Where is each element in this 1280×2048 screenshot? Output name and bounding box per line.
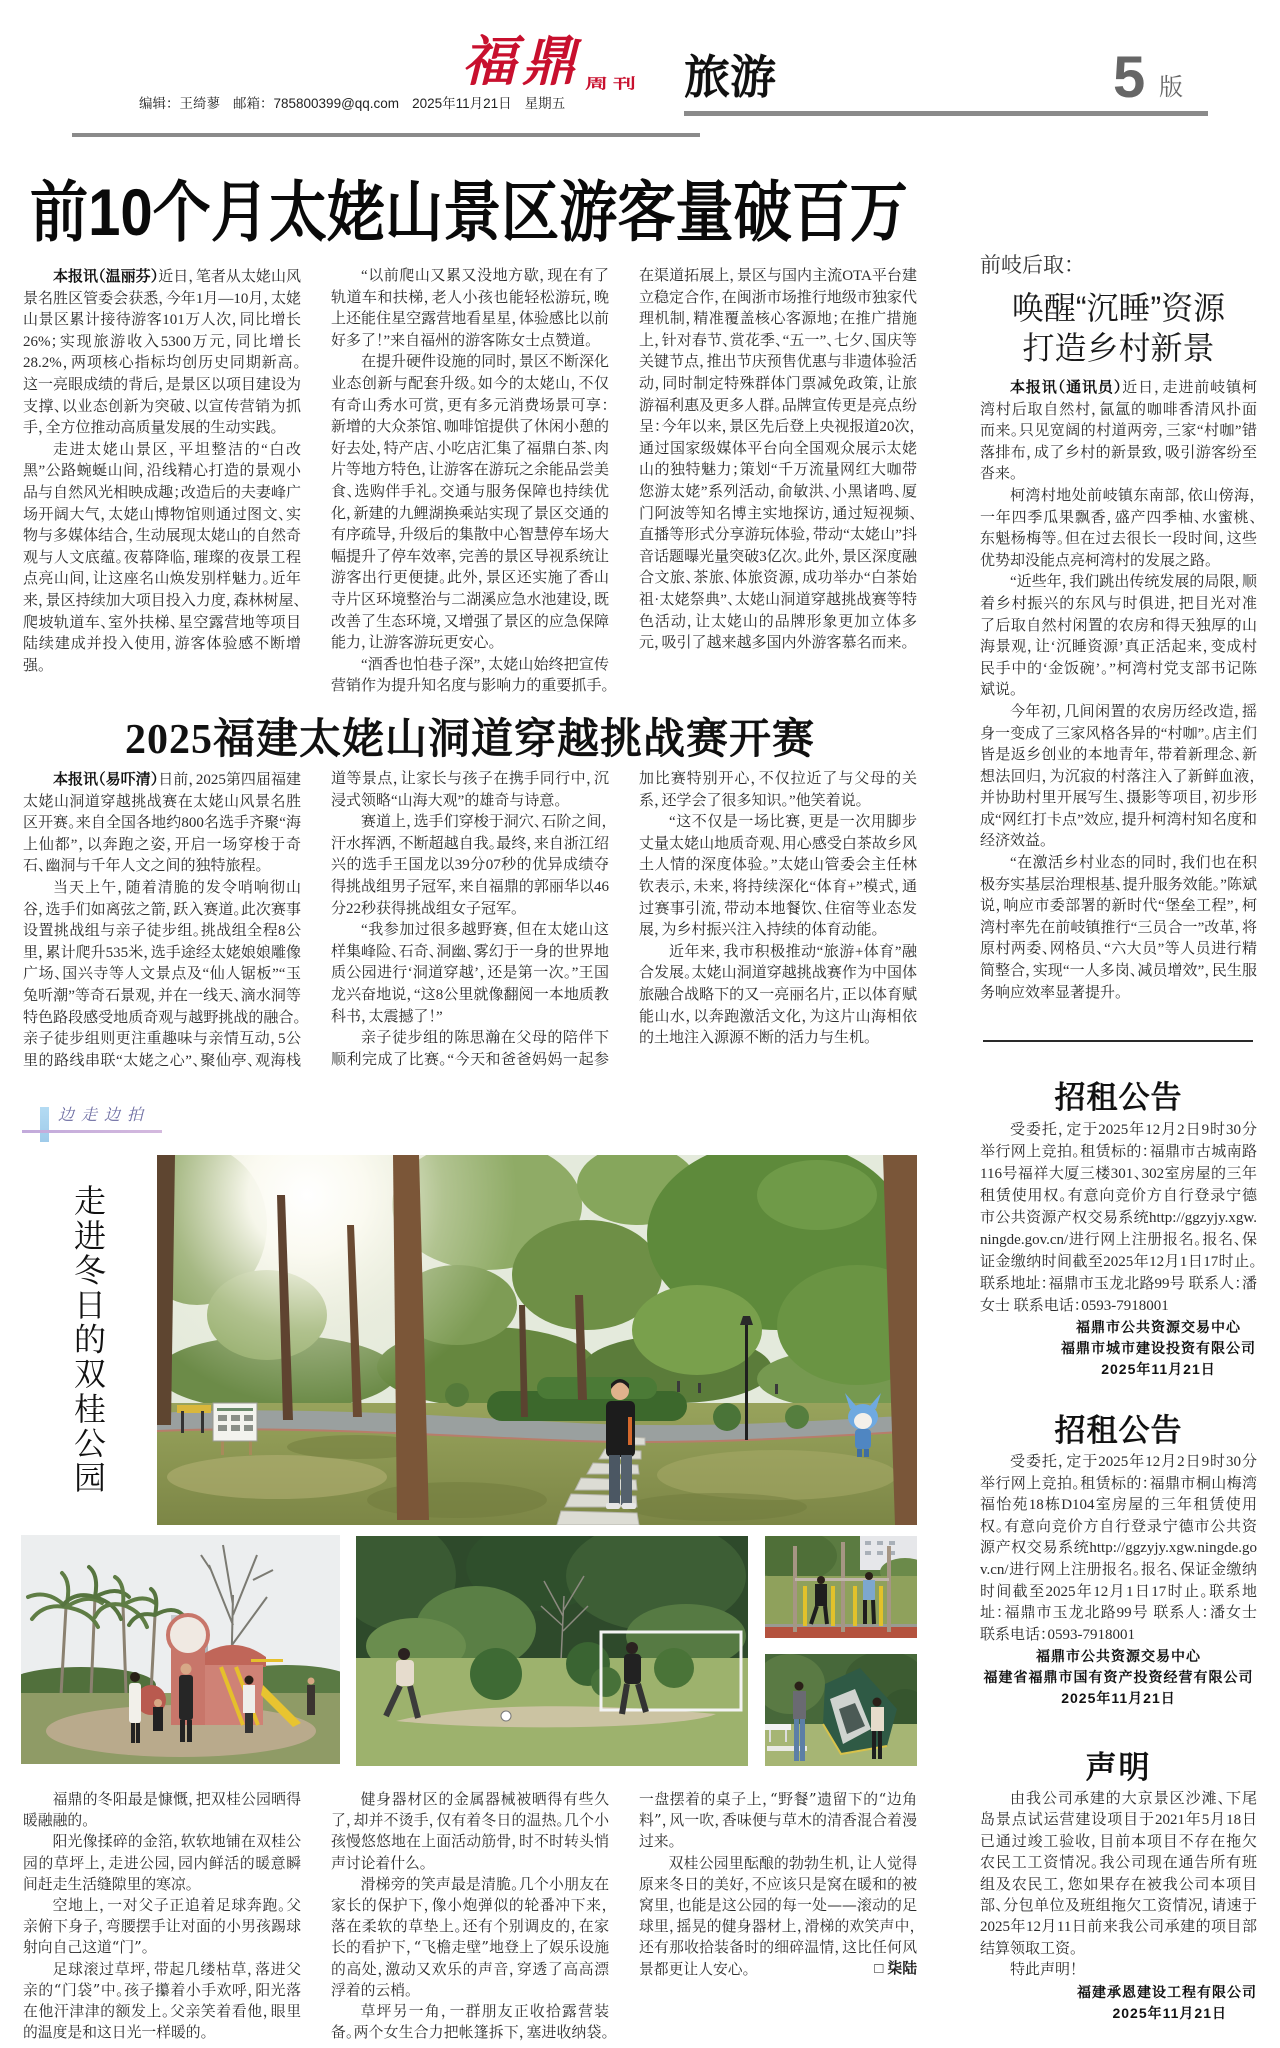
section-title: 旅游 — [684, 51, 776, 103]
article-paragraph: “在激活乡村业态的同时，我们也在积极夯实基层治理根基、提升服务效能。”陈斌说，响应市委部署的新时代“堡垒工程”，柯湾村率先在前岐镇推行“三员合一”改革，将原村两委、网格员、“六大员”等人员进行精简整合，实现“一人多岗、减员增效”，民生服务响应效率显著提升。 — [980, 855, 1257, 1001]
statement-signature: 福建承恩建设工程有限公司 — [1077, 1983, 1257, 2000]
article-paragraph: 柯湾村地处前岐镇东南部，依山傍海，一年四季瓜果飘香，盛产四季柚、水蜜桃、东魁杨梅等。但在过去很长一段时间，这些优势却没能点亮柯湾村的发展之路。 — [980, 487, 1257, 569]
section-label-underline — [22, 1130, 162, 1133]
race-article-headline: 2025福建太姥山洞道穿越挑战赛开赛 — [124, 717, 815, 763]
photo-tent-packing — [765, 1654, 917, 1766]
article-paragraph — [23, 266, 301, 440]
notice-signature: 福鼎市城市建设投资有限公司 — [1061, 1340, 1256, 1356]
issue-date: 2025年11月21日 — [412, 96, 512, 111]
statement-closing: 特此声明！ — [1010, 1962, 1078, 1979]
photo-fitness-area — [765, 1536, 917, 1638]
masthead-info-line — [139, 95, 565, 112]
sidebar-divider — [983, 1040, 1253, 1042]
essay-paragraph: 福鼎的冬阳最是慷慨，把双桂公园晒得暖融融的。 — [23, 1791, 301, 1830]
statement-title: 声明 — [1085, 1750, 1152, 1785]
article-paragraph — [980, 377, 1257, 486]
article-paragraph: 在提升硬件设施的同时，景区不断深化业态创新与配套升级。如今的太姥山，不仅有奇山秀水可赏，更有多元消费场景可享：新增的大众茶馆、咖啡馆提供了休闲小憩的好去处，特产店、小吃店汇集了福鼎白茶、肉片等地方特色，让游客在游玩之余能品尝美食、选购伴手礼。交通与服务保障也持续优化，新建的九鲤湖换乘站实现了景区交通的有序疏导，升级后的集散中心智慧停车场大幅提升了停车效率，完善的景区导视系统让游客出行更便捷。此外，景区还实施了香山寺片区环境整治与二湖溪应急水池建设，既改善了生态环境，又增强了景区的应急保障能力，让游客游玩更安心。 — [331, 354, 609, 652]
essay-byline: □ 柒陆 — [874, 1960, 917, 1977]
newspaper-logo: 福鼎 — [462, 29, 582, 93]
sidebar-headline — [980, 288, 1257, 368]
statement-body — [980, 1789, 1257, 1982]
paragraph-text: 近日，笔者从太姥山风景名胜区管委会获悉，今年1月—10月，太姥山景区累计接待游客101万人次，同比增长26%；实现旅游收入5300万元，同比增长28.2%，两项核心指标均创历史同期新高。这一亮眼成绩的背后，是景区以项目建设为支撑、以业态创新为突破、以宣传营销为抓手，全方位推动高质量发展的生动实践。 — [23, 269, 301, 437]
essay-paragraph: 健身器材区的金属器械被晒得有些久了，却并不烫手，仅有着冬日的温热。几个小孩慢悠悠地在上面活动筋骨，时不时转头悄声讨论着什么。 — [331, 1791, 609, 1872]
section-label: 边走边拍 — [58, 1105, 151, 1124]
wage-statement — [980, 1750, 1257, 2024]
editor-credit: 编辑：王绮蓼 — [139, 96, 220, 111]
newspaper-logo-sub: 周刊 — [585, 75, 641, 92]
article-paragraph: 当天上午，随着清脆的发令哨响彻山谷，选手们如离弦之箭，跃入赛道。此次赛事设置挑战组与亲子徒步组。挑战组全程8公里，累计爬升535米，选手途经太姥娘娘雕像广场、国兴寺等人文景点及“仙人锯板”“玉兔听潮”等奇石景观，并在一线天、滴水洞等特色路段感受地质奇观与越野挑战的融合。亲子徒步组则更注重趣味与亲情互动，5公里的路线串联“太姥之心”、聚仙亭、观海栈道等景点，让家长与孩子在携手同行中，沉浸式领略“山海大观”的雄奇与诗意。 — [23, 771, 609, 1069]
article-paragraph: 亲子徒步组的陈思瀚在父母的陪伴下顺利完成了比赛。“今天和爸爸妈妈一起参加比赛特别开心，不仅拉近了与父母的关系，还学会了很多知识。”他笑着说。 — [331, 771, 917, 1068]
article-paragraph: “这不仅是一场比赛，更是一次用脚步丈量太姥山地质奇观、用心感受白茶故乡风土人情的深度体验。”太姥山管委会主任林钦表示，未来，将持续深化“体育+”模式，通过赛事引流，带动本地餐饮、住宿等业态发展，为乡村振兴注入持续的体育动能。 — [639, 814, 917, 939]
paragraph-text: 近日，走进前岐镇柯湾村后取自然村，氤氲的咖啡香清风扑面而来。只见宽阔的村道两旁，三家“村咖”错落排布，成了乡村的新景致，吸引游客纷至沓来。 — [980, 380, 1257, 483]
notice-title: 招租公告 — [1054, 1080, 1183, 1115]
notice-text: 受委托，定于2025年12月2日9时30分举行网上竞拍。租赁标的：福鼎市桐山梅湾福怡苑18栋D104室房屋的三年租赁使用权。有意向竞价方自行登录宁德市公共资源产权交易系统http://ggzyjy.xgw.ningde.gov.cn/进行网上注册报名。报名、保证金缴纳时间截至2025年12月1日17时止。联系地址：福鼎市玉龙北路99号 联系人：潘女士 联系电话：0593-7918001 — [980, 1454, 1257, 1643]
notice-date: 2025年11月21日 — [1061, 1690, 1176, 1707]
notice-body — [980, 1452, 1257, 1646]
article-paragraph: 赛道上，选手们穿梭于洞穴、石阶之间，汗水挥洒，不断超越自我。最终，来自浙江绍兴的选手王国龙以39分07秒的优异成绩夺得挑战组男子冠军，来自福鼎的郭丽华以46分22秒获得挑战组女子冠军。 — [331, 814, 609, 917]
article-dateline: 本报讯（通讯员） — [1010, 379, 1123, 396]
notice-text: 受委托，定于2025年12月2日9时30分举行网上竞拍。租赁标的：福鼎市古城南路116号福祥大厦三楼301、302室房屋的三年租赁使用权。有意向竞价方自行登录宁德市公共资源产权交易系统http://ggzyjy.xgw.ningde.gov.cn/进行网上注册报名。报名、保证金缴纳时间截至2025年12月1日17时止。联系地址：福鼎市玉龙北路99号 联系人：潘女士 联系电话：0593-7918001 — [980, 1122, 1257, 1314]
essay-paragraph: 空地上，一对父子正追着足球奔跑。父亲俯下身子，弯腰摆手让对面的小男孩踢球射向自己这道“门”。 — [23, 1897, 301, 1957]
article-paragraph: “酒香也怕巷子深”，太姥山始终把宣传营销作为提升知名度与影响力的重要抓手。在渠道拓展上，景区与国内主流OTA平台建立稳定合作，在闽浙市场推行地级市独家代理机制，精准覆盖核心客源地；在推广措施上，针对春节、赏花季、“五一”、七夕、国庆等关键节点，推出节庆预售优惠与非遗体验活动，同时制定特殊群体门票减免政策，让旅游福利惠及更多人群。品牌宣传更是亮点纷呈：今年以来，景区先后登上央视报道20次，通过国家级媒体平台向全国观众展示太姥山的独特魅力；策划“千万流量网红大咖带您游太姥”系列活动，俞敏洪、小黑诸鸣、厦门阿波等知名博主实地探访，通过短视频、直播等形式分享游玩体验，带动“太姥山”抖音话题曝光量突破3亿次。此外，景区深度融合文旅、茶旅、体旅资源，成功举办“白茶始祖·太姥祭典”、太姥山洞道穿越挑战赛等特色活动，让太姥山的品牌形象更加立体多元，吸引了越来越多国内外游客慕名而来。 — [331, 268, 917, 695]
lead-article-body — [23, 266, 917, 698]
article-paragraph: “以前爬山又累又没地方歇，现在有了轨道车和扶梯，老人小孩也能轻松游玩，晚上还能住星空露营地看星星，体验感比以前好多了！”来自福州的游客陈女士点赞道。 — [331, 268, 609, 349]
issue-weekday: 星期五 — [524, 96, 566, 111]
sidebar-kicker: 前岐后取： — [980, 254, 1085, 277]
photo-playground — [21, 1535, 340, 1764]
essay-paragraph: 足球滚过草坪，带起几缕枯草，落进父亲的“门袋”中。孩子攥着小手欢呼，阳光落在他汗津津的额发上。父亲笑着看他，眼里的温度是和这日光一样暖的。 — [23, 1960, 301, 2042]
essay-paragraph: 阳光像揉碎的金箔，软软地铺在双桂公园的草坪上，走进公园，园内鲜活的暖意瞬间赶走生活缝隙里的寒凉。 — [23, 1833, 301, 1893]
soccer-ball — [501, 1711, 511, 1721]
photo-park-main — [157, 1155, 917, 1525]
lead-article-headline: 前10个月太姥山景区游客量破百万 — [30, 175, 908, 249]
notice-date: 2025年11月21日 — [1101, 1361, 1216, 1377]
paragraph-text: 双桂公园里酝酿的勃勃生机，让人觉得原来冬日的美好，不应该只是窝在暖和的被窝里，也能是这公园的每一处——滚动的足球里，摇晃的健身器材上，滑梯的欢笑声中，还有那收拾装备时的细碎温情，这比任何风景都更让人安心。 — [639, 1854, 917, 1978]
statement-text: 由我公司承建的大京景区沙滩、下尾岛景点试运营建设项目于2021年5月18日已通过竣工验收，目前本项目不存在拖欠农民工工资情况。我公司现在通告所有班组及农民工，您如果存在被我公司本项目部、分包单位及班组拖欠工资情况，请速于2025年12月11日前来我公司承建的项目部结算领取工资。 — [980, 1791, 1257, 1957]
statement-date: 2025年11月21日 — [1112, 2004, 1227, 2021]
article-paragraph: 走进太姥山景区，平坦整洁的“白改黑”公路蜿蜒山间，沿线精心打造的景观小品与自然风光相映成趣；改造后的夫妻峰广场开阔大气，太姥山博物馆则通过图文、实物与多媒体结合，生动展现太姥山的自然奇观与人文底蕴。夜幕降临，璀璨的夜景工程点亮山间，让这座名山焕发别样魅力。近年来，景区持续加大项目投入力度，森林树屋、爬坡轨道车、室外扶梯、星空露营地等项目陆续建成并投入使用，游客体验感不断增强。 — [23, 441, 301, 674]
notice-signature-block — [1060, 1317, 1257, 1380]
notice-body — [980, 1119, 1257, 1317]
notice-signature-block — [980, 1646, 1257, 1709]
photo-soccer-field — [356, 1536, 748, 1766]
article-dateline: 本报讯（温丽芬） — [53, 268, 159, 285]
article-paragraph: “近些年，我们跳出传统发展的局限，顺着乡村振兴的东风与时俱进，把目光对准了后取自然村闲置的农房和得天独厚的山海景观，让‘沉睡资源’真正活起来，变成村民手中的‘金饭碗’。”柯湾村党支部书记陈斌说。 — [980, 574, 1257, 699]
notice-title: 招租公告 — [1054, 1413, 1183, 1448]
page-number: 5 — [1113, 45, 1146, 110]
photo-feature-essay — [23, 1789, 917, 2043]
article-paragraph: 今年初，几间闲置的农房历经改造，摇身一变成了三家风格各异的“村咖”。店主们皆是返乡创业的本地青年，带着新理念、新想法回归，为沉寂的村落注入了新鲜血液，并协助村里开展写生、摄影等项目，初步形成“网红打卡点”效应，提升柯湾村知名度和经济效益。 — [980, 703, 1257, 850]
sidebar-article — [980, 253, 1257, 1004]
article-dateline: 本报讯（易吓清） — [53, 771, 159, 788]
paragraph-text: 日前，2025第四届福建太姥山洞道穿越挑战赛在太姥山风景名胜区开赛。来自全国各地约800名选手齐聚“海上仙都”，以奔跑之姿，开启一场穿梭于奇石、幽洞与千年人文之间的独特旅程。 — [23, 772, 301, 875]
notice-signature: 福鼎市公共资源交易中心 — [1036, 1648, 1201, 1665]
notice-signature: 福鼎市公共资源交易中心 — [1076, 1319, 1241, 1335]
essay-paragraph: 草坪另一角，一群朋友正收拾露营装备。两个女生合力把帐篷拆下，塞进收纳袋。一盘摆着的桌子上，“野餐”遗留下的“边角料”，风一吹，香味便与草木的清香混合着漫过来。 — [331, 1791, 917, 2042]
sidebar-headline-line: 打造乡村新景 — [1022, 330, 1215, 366]
rental-notice-2 — [980, 1413, 1257, 1709]
page-number-unit: 版 — [1159, 74, 1183, 101]
sidebar-article-body — [980, 377, 1257, 1004]
editor-email: 邮箱：785800399@qq.com — [233, 96, 400, 111]
essay-paragraph — [639, 1853, 917, 1980]
article-paragraph: “我参加过很多越野赛，但在太姥山这样集峰险、石奇、洞幽、雾幻于一身的世界地质公园进行‘洞道穿越’，还是第一次。”王国龙兴奋地说，“这8公里就像翻阅一本地质教科书，太震撼了！” — [331, 922, 609, 1025]
rental-notice-1 — [980, 1080, 1257, 1380]
sidebar-headline-line: 唤醒“沉睡”资源 — [1011, 290, 1226, 326]
race-article-body — [23, 769, 917, 1072]
notice-signature: 福建省福鼎市国有资产投资经营有限公司 — [983, 1669, 1254, 1686]
essay-paragraph: 滑梯旁的笑声最是清脆。几个小朋友在家长的保护下，像小炮弹似的轮番冲下来，落在柔软的草垫上。还有个别调皮的，在家长的看护下，“飞檐走壁”地登上了娱乐设施的高处，激动又欢乐的声音，穿透了高高漂浮着的云梢。 — [331, 1875, 609, 1999]
section-label-bar — [40, 1107, 49, 1142]
article-paragraph — [23, 769, 301, 878]
photo-feature-title: 走进冬日的双桂公园 — [69, 1184, 107, 1496]
masthead-rule-left — [72, 133, 700, 137]
masthead-rule-right — [684, 111, 1208, 116]
article-paragraph: 近年来，我市积极推动“旅游+体育”融合发展。太姥山洞道穿越挑战赛作为中国体旅融合战略下的又一亮丽名片，正以体育赋能山水，以奔跑激活文化，为这片山海相依的土地注入源源不断的活力与生机。 — [639, 943, 917, 1047]
